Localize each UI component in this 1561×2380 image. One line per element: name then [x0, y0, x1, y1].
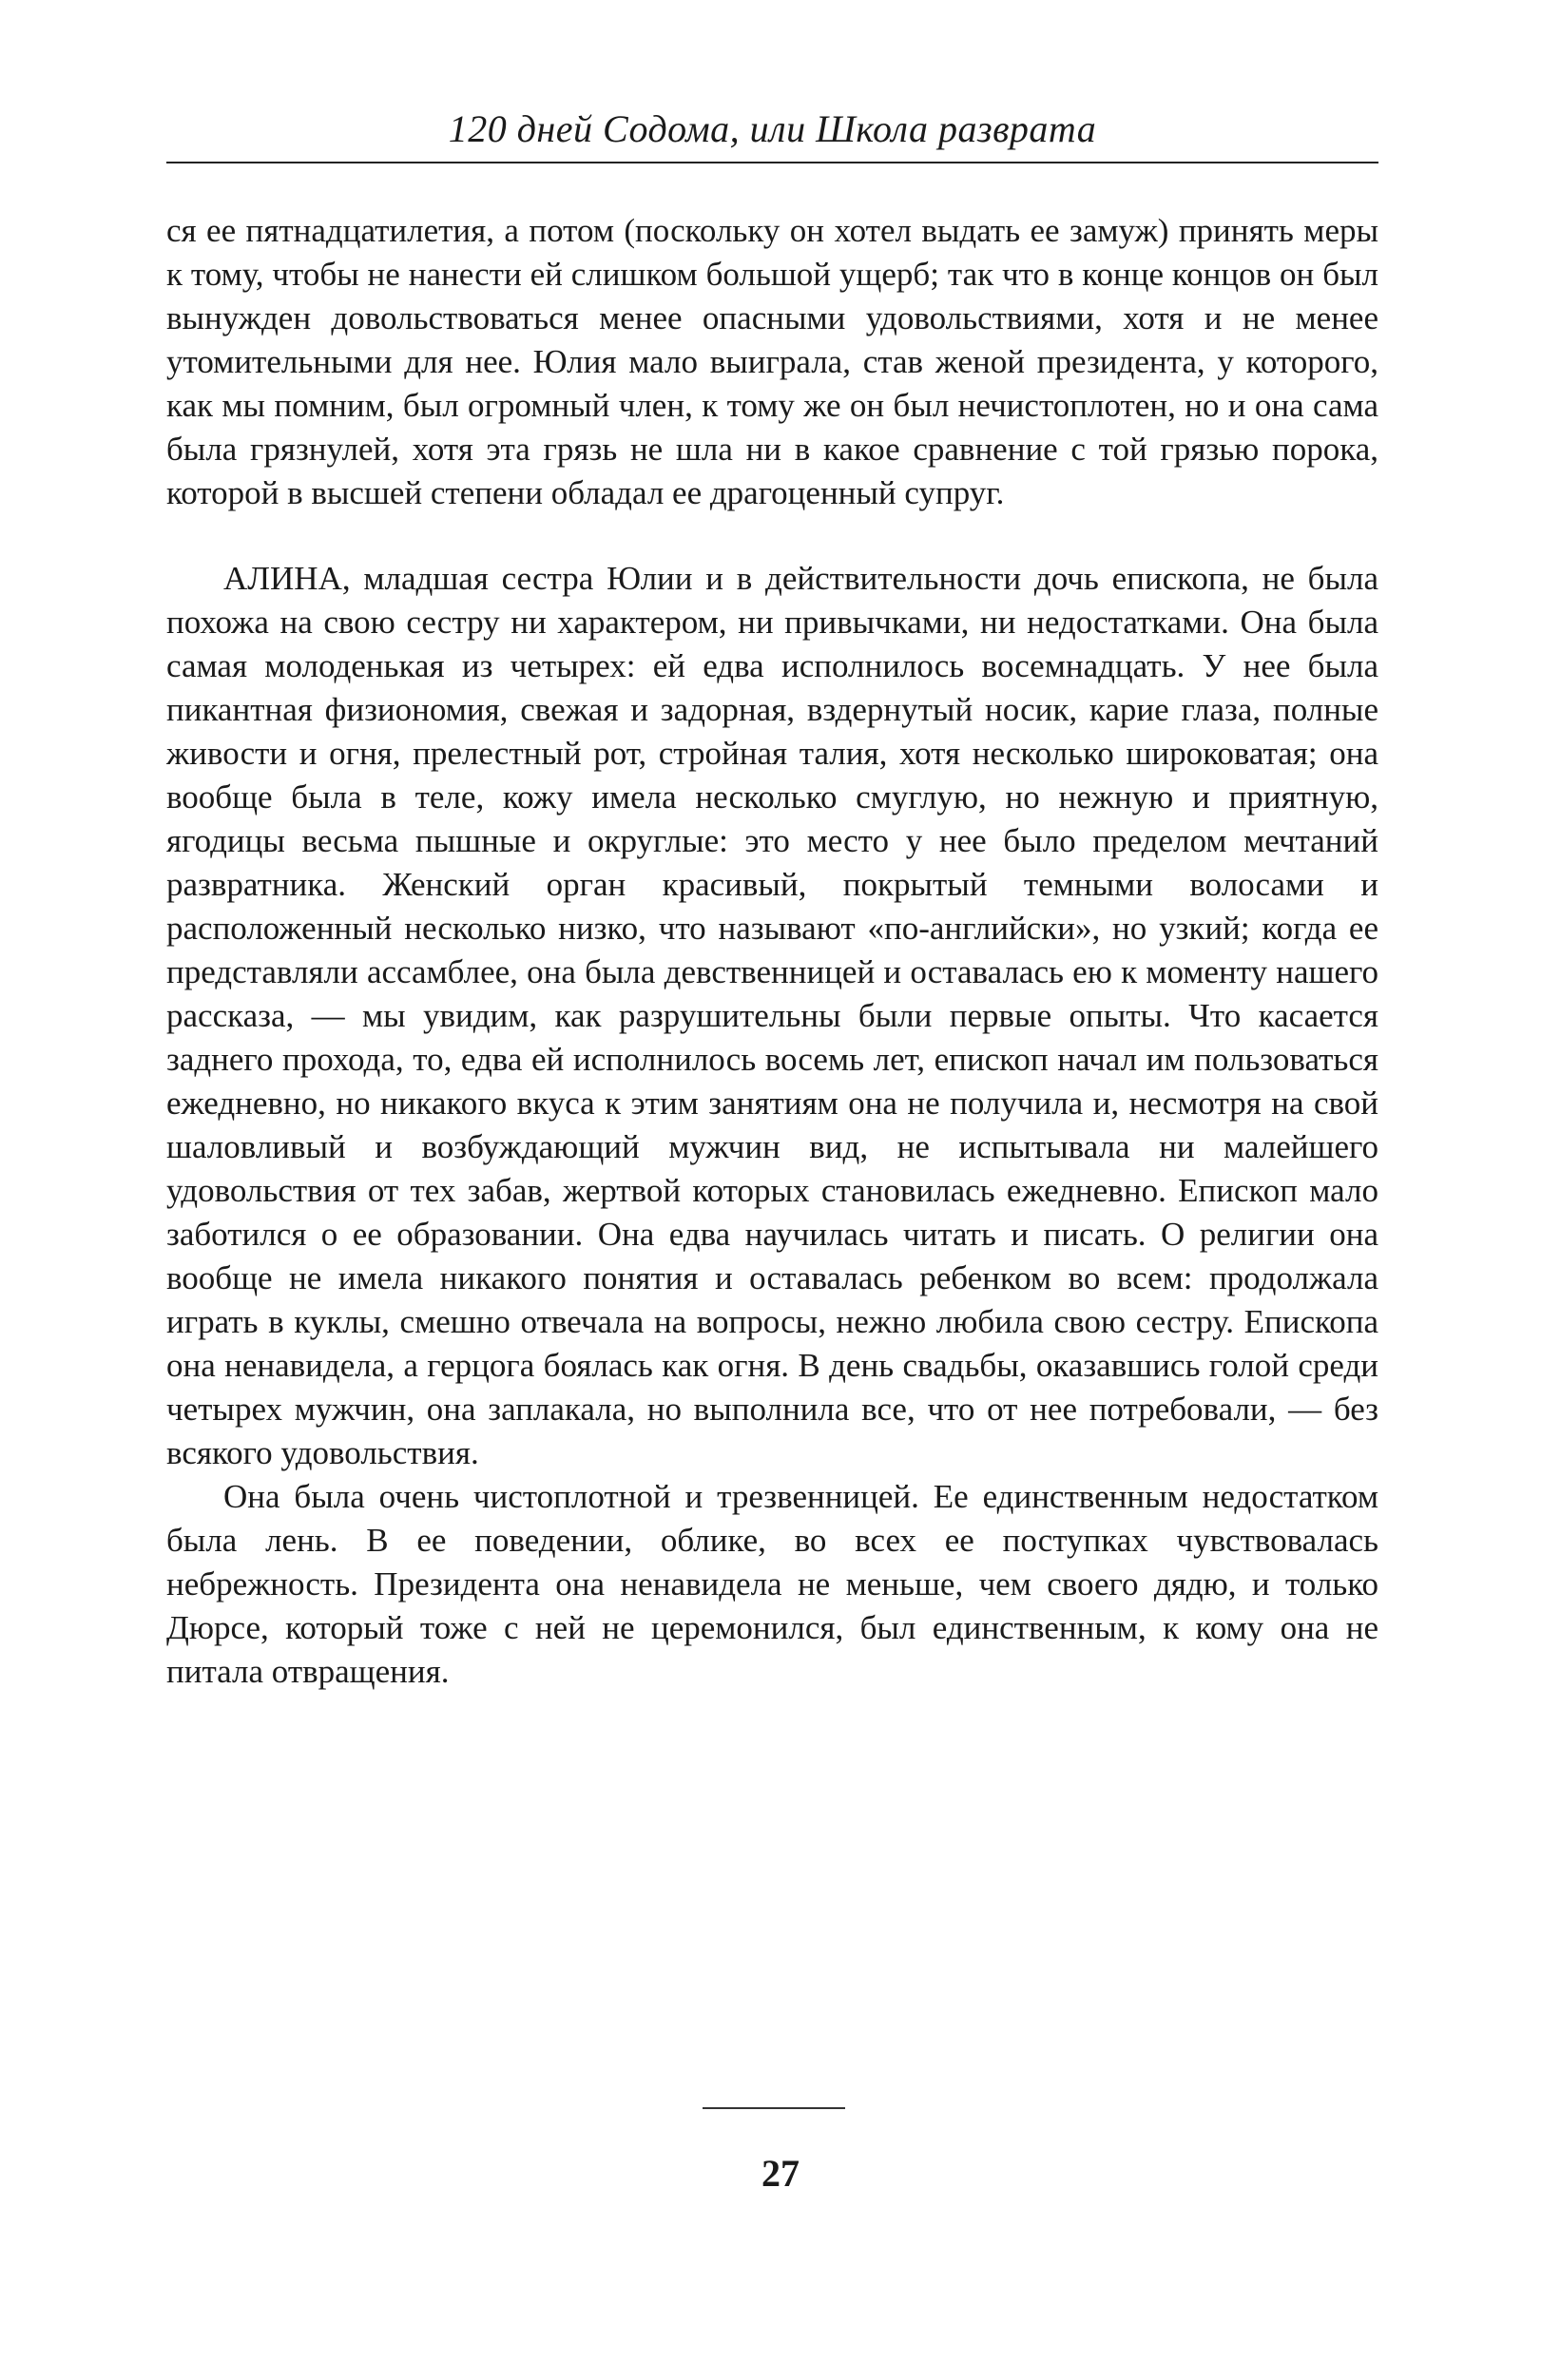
page-number: 27 — [761, 2152, 800, 2195]
header-divider — [166, 162, 1378, 163]
running-header-title: 120 дней Содома, или Школа разврата — [448, 107, 1097, 150]
footer-divider — [703, 2107, 845, 2109]
paragraph-alina-habits: Она была очень чистоплотной и трезвенницей. Ее единственным недостатком была лень. В ее поведении, облике, во всех ее поступках чувствовалась небрежность. Президента она ненавидела не меньше, чем своего дядю, и только Дюрсе, который тоже с ней не церемонился, был единственным, к кому она не питала отвращения. — [166, 1478, 1378, 1690]
paragraph-continuation: ся ее пятнадцатилетия, а потом (поскольку он хотел выдать ее замуж) принять меры к тому, чтобы не нанести ей слишком большой ущерб; так что в конце концов он был вынужден довольствоваться менее опасными удовольствиями, хотя и не менее утомительными для нее. Юлия мало выиграла, став женой президента, у которого, как мы помним, был огромный член, к тому же он был нечистоплотен, но и она сама была грязнулей, хотя эта грязь не шла ни в какое сравнение с той грязью порока, которой в высшей степени обладал ее драгоценный супруг. — [166, 212, 1378, 511]
paragraph-alina: АЛИНА, младшая сестра Юлии и в действительности дочь епископа, не была похожа на свою сестру ни характером, ни привычками, ни недостатками. Она была самая молоденькая из четырех: ей едва исполнилось восемнадцать. У нее была пикантная физиономия, свежая и задорная, вздернутый носик, карие глаза, полные живости и огня, прелестный рот, стройная талия, хотя несколько широковатая; она вообще была в теле, кожу имела несколько смуглую, но нежную и приятную, ягодицы весьма пышные и округлые: это место у нее было пределом мечтаний развратника. Женский орган красивый, покрытый темными волосами и расположенный несколько низко, что называют «по-английски», но узкий; когда ее представляли ассамблее, она была девственницей и оставалась ею к моменту нашего рассказа, — мы увидим, как разрушительны были первые опыты. Что касается заднего прохода, то, едва ей исполнилось восемь лет, епископ начал им пользоваться ежедневно, но никакого вкуса к этим занятиям она не получила и, несмотря на свой шаловливый и возбуждающий мужчин вид, не испытывала ни малейшего удовольствия от тех забав, жертвой которых становилась ежедневно. Епископ мало заботился о ее образовании. Она едва научилась читать и писать. О религии она вообще не имела никакого понятия и оставалась ребенком во всем: продолжала играть в куклы, смешно отвечала на вопросы, нежно любила свою сестру. Епископа она ненавидела, а герцога боялась как огня. В день свадьбы, оказавшись голой среди четырех мужчин, она заплакала, но выполнила все, что от нее потребовали, — без всякого удовольствия. — [166, 560, 1378, 1471]
body-text — [166, 209, 1378, 1694]
